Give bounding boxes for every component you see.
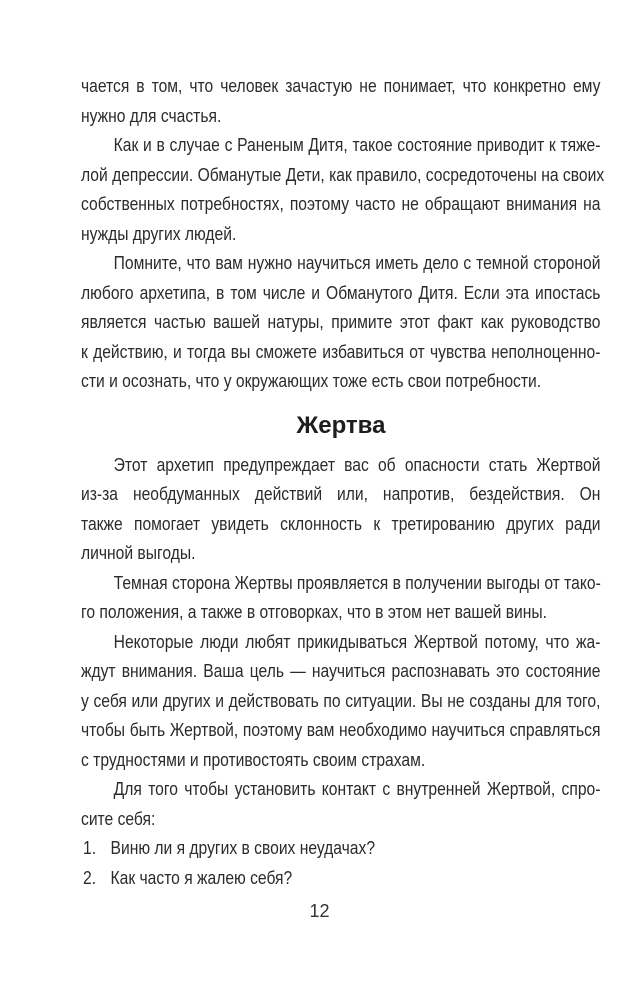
question-list (81, 834, 601, 893)
list-item (83, 834, 528, 864)
text-line: Помните, что вам нужно научиться иметь дело с темной стороной (113, 253, 601, 273)
text-line: любого архетипа, в том числе и Обманутого Дитя. Если эта ипостась (81, 282, 601, 303)
text-line: лой депрессии. Обманутые Дети, как правило, сосредоточены на своих (81, 164, 605, 185)
text-line: чается в том, что человек зачастую не понимает, что конкретно ему (81, 76, 601, 96)
list-item-number: 1. (83, 838, 97, 858)
text-line: к действию, и тогда вы сможете избавиться от чувства неполноценно- (81, 341, 601, 362)
text-line: собственных потребностях, поэтому часто не обращают внимания на (81, 194, 601, 214)
text-line: Как и в случае с Раненым Дитя, такое состояние приводит к тяже- (113, 135, 601, 155)
text-line: ждут внимания. Ваша цель — научиться распознавать это состояние (81, 661, 601, 681)
text-line: нужды других людей. (81, 223, 237, 244)
list-item (83, 864, 528, 894)
text-line: Некоторые люди любят прикидываться Жертвой потому, что жа- (113, 631, 601, 652)
paragraph (81, 249, 601, 397)
text-line: из-за необдуманных действий или, напротив, бездействия. Он (81, 484, 601, 504)
text-line: чтобы быть Жертвой, поэтому вам необходимо научиться справляться (81, 720, 601, 740)
text-line: Темная сторона Жертвы проявляется в получении выгоды от тако- (113, 572, 601, 593)
text-line: также помогает увидеть склонность к третированию других ради (81, 513, 601, 534)
text-line: является частью вашей натуры, примите этот факт как руководство (81, 312, 601, 332)
text-line: нужно для счастья. (81, 105, 222, 126)
paragraph (81, 569, 601, 628)
list-item-text: Виню ли я других в своих неудачах? (110, 838, 376, 858)
paragraph (81, 451, 601, 569)
text-line: Этот архетип предупреждает вас об опасности стать Жертвой (113, 454, 601, 475)
text-line: с трудностями и противостоять своим страхам. (81, 749, 426, 770)
page-number: 12 (309, 901, 330, 921)
list-item-text: Как часто я жалею себя? (110, 867, 293, 888)
text-line: сти и осознать, что у окружающих тоже есть свои потребности. (81, 371, 542, 391)
list-item-number: 2. (83, 867, 97, 888)
text-line: го положения, а также в отговорках, что в этом нет вашей вины. (81, 602, 548, 622)
text-line: личной выгоды. (81, 543, 196, 563)
text-line: сите себя: (81, 808, 156, 829)
text-line: у себя или других и действовать по ситуации. Вы не созданы для того, (81, 690, 601, 711)
page-body (81, 72, 605, 893)
paragraph (81, 775, 601, 834)
section-heading: Жертва (296, 411, 386, 439)
text-line: Для того чтобы установить контакт с внутренней Жертвой, спро- (113, 779, 601, 799)
paragraph (81, 72, 601, 131)
paragraph (81, 628, 601, 776)
paragraph (81, 131, 605, 249)
